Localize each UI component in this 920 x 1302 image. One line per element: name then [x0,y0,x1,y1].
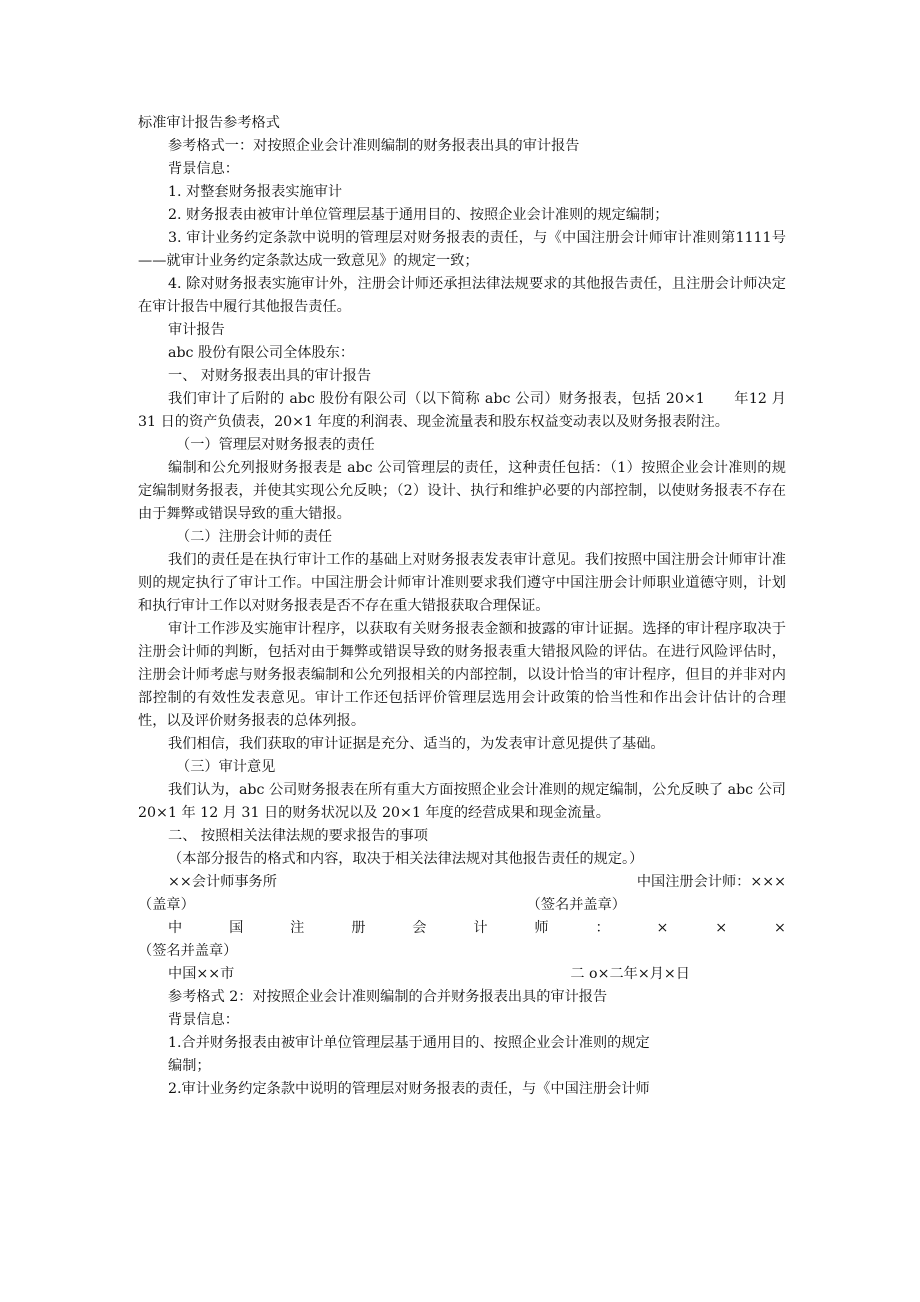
cpa2-char: 注 [290,920,305,936]
format2-heading: 参考格式 2：对按照企业会计准则编制的合并财务报表出具的审计报告 [168,989,608,1005]
background2-item-1-cont: 编制； [168,1058,211,1074]
cpa2-char: × [715,920,728,936]
cpa2-char: 中 [168,920,183,936]
seal-label: （盖章） [138,897,195,913]
section2-heading: 二、 按照相关法律法规的要求报告的事项 [168,828,428,844]
opinion-paragraph: 我们认为，abc 公司财务报表在所有重大方面按照企业会计准则的规定编制，公允反映了 abc 公司 20×1 年 12 月 31 日的财务状况以及 20×1 年度的经营成果和现金流量。 [138,782,786,821]
cpa2-char: × [774,920,786,936]
background-item-1: 1. 对整套财务报表实施审计 [168,184,343,200]
section2-note: （本部分报告的格式和内容，取决于相关法律法规对其他报告责任的规定。） [168,851,644,867]
firm-name: ××会计师事务所 [168,874,277,890]
background-item-4: 4. 除对财务报表实施审计外，注册会计师还承担法律法规要求的其他报告责任，且注册会计师决定在审计报告中履行其他报告责任。 [138,276,786,315]
cpa2-char: ： [595,920,610,936]
section1-heading: 一、 对财务报表出具的审计报告 [168,368,372,384]
cpa2-char: 册 [351,920,366,936]
cpa2-char: 会 [412,920,427,936]
cpa-responsibility-paragraph-2: 审计工作涉及实施审计程序，以获取有关财务报表金额和披露的审计证据。选择的审计程序取决于注册会计师的判断，包括对由于舞弊或错误导致的财务报表重大错报风险的评估。在进行风险评估时，注册会计师考虑与财务报表编制和公允列报相关的内部控制，以设计恰当的审计程序，但目的并非对内部控制的有效性发表意见。审计工作还包括评价管理层选用会计政策的恰当性和作出会计估计的合理性，以及评价财务报表的总体列报。 [138,621,786,729]
audited-paragraph: 我们审计了后附的 abc 股份有限公司（以下简称 abc 公司）财务报表，包括 20×1 年12 月 31 日的资产负债表，20×1 年度的利润表、现金流量表和股东权益变动表以及财务报表附注。 [138,391,786,430]
cpa-responsibility-paragraph-1: 我们的责任是在执行审计工作的基础上对财务报表发表审计意见。我们按照中国注册会计师审计准则的规定执行了审计工作。中国注册会计师审计准则要求我们遵守中国注册会计师职业道德守则，计划和执行审计工作以对财务报表是否不存在重大错报获取合理保证。 [138,552,786,614]
background-label: 背景信息： [168,161,239,177]
report-title: 审计报告 [168,322,225,338]
city: 中国××市 [168,966,235,982]
signature-row-seal [138,894,786,917]
signature-row-date [138,963,786,986]
management-responsibility-paragraph: 编制和公允列报财务报表是 abc 公司管理层的责任，这种责任包括：（1）按照企业会计准则的规定编制财务报表，并使其实现公允反映；（2）设计、执行和维护必要的内部控制，以使财务报表不存在由于舞弊或错误导致的重大错报。 [138,460,786,522]
signature-row-firm [138,871,786,894]
subsection3-heading: （三）审计意见 [176,759,276,775]
format1-heading: 参考格式一：对按照企业会计准则编制的财务报表出具的审计报告 [168,138,580,154]
background-item-2: 2. 财务报表由被审计单位管理层基于通用目的、按照企业会计准则的规定编制； [168,207,669,223]
document-title: 标准审计报告参考格式 [138,115,280,131]
background2-label: 背景信息： [168,1012,239,1028]
cpa-responsibility-paragraph-3: 我们相信，我们获取的审计证据是充分、适当的，为发表审计意见提供了基础。 [168,736,665,752]
addressee: abc 股份有限公司全体股东： [168,345,355,361]
background-item-3: 3. 审计业务约定条款中说明的管理层对财务报表的责任，与《中国注册会计师审计准则第1111号——就审计业务约定条款达成一致意见》的规定一致； [138,230,786,269]
background2-item-2: 2.审计业务约定条款中说明的管理层对财务报表的责任，与《中国注册会计师 [168,1081,650,1097]
sign-seal-label: （签名并盖章） [526,897,626,913]
cpa2-char: 师 [534,920,549,936]
cpa2-char: 国 [229,920,244,936]
cpa2-char: × [656,920,669,936]
background2-item-1: 1.合并财务报表由被审计单位管理层基于通用目的、按照企业会计准则的规定 [168,1035,650,1051]
report-date: 二 o×二年×月×日 [570,966,690,982]
document-page [138,112,786,1101]
cpa-signature-2 [138,917,786,940]
cpa2-char: 计 [473,920,488,936]
sign-seal-label-2: （签名并盖章） [138,943,238,959]
subsection1-heading: （一）管理层对财务报表的责任 [176,437,375,453]
cpa-signature-1: 中国注册会计师：××× [636,874,786,890]
subsection2-heading: （二）注册会计师的责任 [176,529,333,545]
